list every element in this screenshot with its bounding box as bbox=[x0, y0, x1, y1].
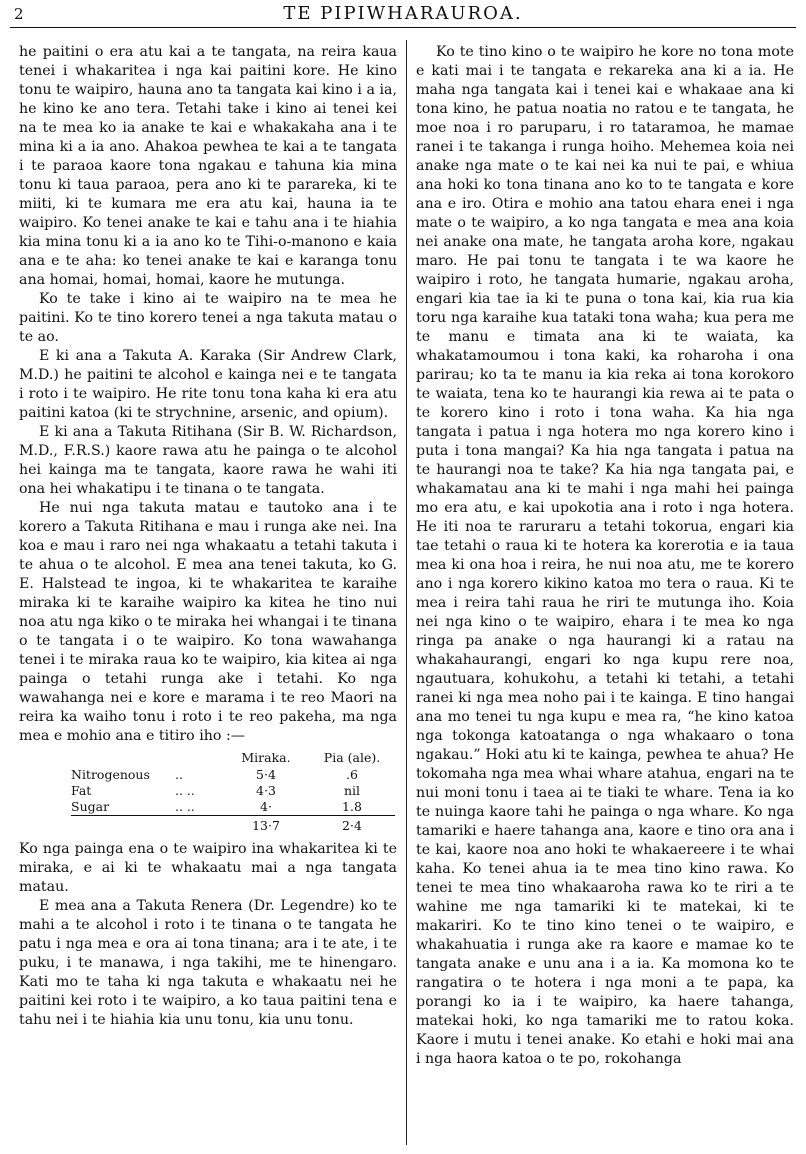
paragraph: E ki ana a Takuta A. Karaka (Sir Andrew Clark, M.D.) he paitini te alcohol e kainga nei e te tangata i roto i te waipiro. He rite tonu tona kaha ki era atu paitini katoa (ki te strychnine, arsenic, and opium). bbox=[19, 348, 397, 421]
paragraph: Ko te take i kino ai te waipiro na te mea he paitini. Ko te tino korero tenei a nga takuta matau o te ao. bbox=[19, 291, 397, 345]
ale-value: 1.8 bbox=[342, 799, 362, 814]
row-dots: .. bbox=[175, 767, 183, 782]
paragraph: Ko nga painga ena o te waipiro ina whakaritea ki te miraka, e ai ki te whakaatu mai a nga tangata matau. bbox=[19, 841, 397, 895]
table-row bbox=[71, 767, 395, 783]
nutrition-table bbox=[71, 748, 395, 834]
header-rule bbox=[10, 27, 796, 28]
milk-value: 5·4 bbox=[256, 767, 276, 782]
paragraph: He nui nga takuta matau e tautoko ana i te korero a Takuta Ritihana e mau i runga ake nei. Ina koa e mau i raro nei nga whakaatu a tetahi takuta i te ahua o te alcohol. E mea ana tenei takuta, ko G. E. Halstead te ingoa, ki te whakaritea te karaihe miraka ki te karaihe waipiro ka kitea he tino nui noa atu nga kiko o te miraka hei whangai i te tinana o te tangata i o te waipiro. Ko tona wawahanga tenei i te miraka raua ko te waipiro, kia kitea ai nga painga o tetahi runga ake i tetahi. Ko nga wawahanga nei e kore e marama i te reo Maori na reira ka waiho tonu i roto i te reo pakeha, ma nga mea e mohio ana e titiro iho :— bbox=[19, 500, 397, 744]
row-label: Fat bbox=[71, 783, 92, 798]
milk-value: 4·3 bbox=[256, 783, 276, 798]
page-header bbox=[0, 0, 806, 30]
right-column bbox=[416, 43, 794, 1069]
table-header-row bbox=[71, 748, 395, 767]
left-column bbox=[19, 43, 397, 1030]
table-row bbox=[71, 783, 395, 799]
milk-total: 13·7 bbox=[223, 816, 309, 835]
ale-value: .6 bbox=[346, 767, 358, 782]
milk-value: 4· bbox=[260, 799, 272, 814]
row-dots: .. .. bbox=[175, 799, 195, 814]
table-total-row bbox=[71, 816, 395, 835]
paragraph: E mea ana a Takuta Renera (Dr. Legendre) ko te mahi a te alcohol i roto i te tinana o te tangata he patu i nga mea e ora ai tona tinana; ara i te ate, i te puku, i te manawa, i nga takihi, me te hinengaro. Kati mo te taha ki nga takuta e whakaatu nei he paitini kei roto i te waipiro, a ko taua paitini tena e tahu nei i te hiahia kia unu tonu, kia unu tonu. bbox=[19, 898, 397, 1028]
row-dots: .. .. bbox=[175, 783, 195, 798]
table-row bbox=[71, 799, 395, 816]
column-divider bbox=[406, 40, 407, 1145]
row-label: Nitrogenous bbox=[71, 767, 150, 782]
publication-title: TE PIPIWHARAUROA. bbox=[283, 3, 523, 24]
paragraph: E ki ana a Takuta Ritihana (Sir B. W. Richardson, M.D., F.R.S.) kaore rawa atu he painga o te alcohol hei kainga ma te tangata, kaore rawa he wahi iti ona hei whakatipu i te tinana o te tangata. bbox=[19, 424, 397, 497]
row-label: Sugar bbox=[71, 799, 110, 814]
ale-total: 2·4 bbox=[309, 816, 395, 835]
paragraph: he paitini o era atu kai a te tangata, na reira kaua tenei i whakaritea i nga kai paitini kore. He kino tonu te waipiro, hauna ano ta tangata kai kino i a ia, he kino ke ano tera. Tetahi take i kino ai tenei kei na te mea ko ia anake te kai e whakakaha ana i te mina ki a ia ano. Ahakoa pewhea te kai a te tangata i te paraoa kaore tona ngakau e tahuna kia mina tonu ki taua paraoa, pera ano ki te parareka, ki te miiti, ki te kumara me era atu kai, hauna ia te waipiro. Ko tenei anake te kai e tahu ana i te hiahia kia mina tonu ki a ia ano ko te Tihi-o-manono e kaia ana e te aha: ko tenei anake te kai e karanga tonu ana homai, homai, homai, kaore he mutunga. bbox=[19, 44, 397, 288]
column-header-ale: Pia (ale). bbox=[323, 750, 381, 765]
ale-value: nil bbox=[343, 783, 361, 798]
paragraph: Ko te tino kino o te waipiro he kore no tona mote e kati mai i te tangata e rekareka ana ki a ia. He maha nga tangata kai i tenei kai e whakaae ana ki tona kino, he patua noatia no ratou e te tangata, he moe noa i ro paruparu, i ro tataramoa, he mamae ranei i te takanga i runga hoiho. Mehemea koia nei anake nga mate o te kai nei ka nui te pai, e whiua ana hoki ko tona tinana ano ko to te tangata e kore ana e iro. Otira e mohio ana tatou ehara enei i nga mate o te waipiro, a ko nga tangata e mea ana koia nei anake ona mate, he tangata aroha kore, ngakau maro. He pai tonu te tangata i te wa kaore he waipiro i roto, he tangata humarie, ngakau aroha, engari kia tae ia ki te puna o tona kai, kia rua kia toru nga karaihe kua tataki tona waha; kua pera me te manu e timata ana ki te waiata, ka whakatamoumou i tona kaki, ka roharoha i ona parirau; ko ta te manu ia kia reka ai tona korokoro te waiata, tena ko te haurangi kia rewa ai te pata o te korero kino i roto i tona waha. Ka hia nga tangata i patua i nga hotera mo nga korero kino i puta i tona mangai? Ka hia nga tangata i patua na te haurangi noa te take? Ka hia nga tangata pai, e whakamatau ana ki te mahi i nga mahi hei painga mo era atu, e kai upokotia ana i roto i nga hotera. He iti noa te raruraru a tetahi tokorua, engari kia tae tetahi o raua ki te hotera ka korerotia e ia taua mea ki ona hoa i reira, he nui noa atu, me te korero ano i nga korero kikino katoa mo tera o raua. Ki te mea i reira tahi raua he riri te mutunga iho. Koia nei nga kino o te waipiro, ehara i te mea ko nga ringa pa anake o nga haurangi ki a ratau na whakahaurangi, engari ko nga kupu rere noa, ngautuara, kohukohu, a tetahi ki tetahi, a tetahi ranei ki nga mea noho pai i te kainga. E tino hangai ana mo tenei tu nga kupu e mea ra, “he kino katoa nga tokonga katoatanga o nga whakaaro o tona ngakau.” Hoki atu ki te kainga, pewhea te ahua? He tokomaha nga mea whai whare atahua, engari na te nui moni tonu i taea ai te tiaki te whare. Tena ia ko te nuinga kaore tahi he painga o nga whare. Ko nga tamariki e haere tahanga ana, kaore e tino ora ana i te kai, kaore noa ano hoki te whakaereere i te whai kaha. Ko tenei ahua ia te mea tino kino rawa. Ko tenei te mea tino whakaaroha rawa ko te riri a te wahine me nga tamariki ki te matekai, ki te makariri. Ko te tino kino tenei o te waipiro, e whakahuatia i runga ake ra kaore e mamae ko te tangata anake e unu ana i a ia. Ka momona ko te rangatira o te hotera i nga moni a te papa, ka porangi ko ia i te waipiro, ka haere tahanga, matekai hoki, ko nga tamariki me to ratou koka. Kaore i mutu i tenei anake. Ko etahi e hoki mai ana i nga haora katoa o te po, rokohanga bbox=[416, 44, 794, 1067]
column-header-milk: Miraka. bbox=[241, 750, 291, 765]
page-number: 2 bbox=[14, 5, 24, 23]
